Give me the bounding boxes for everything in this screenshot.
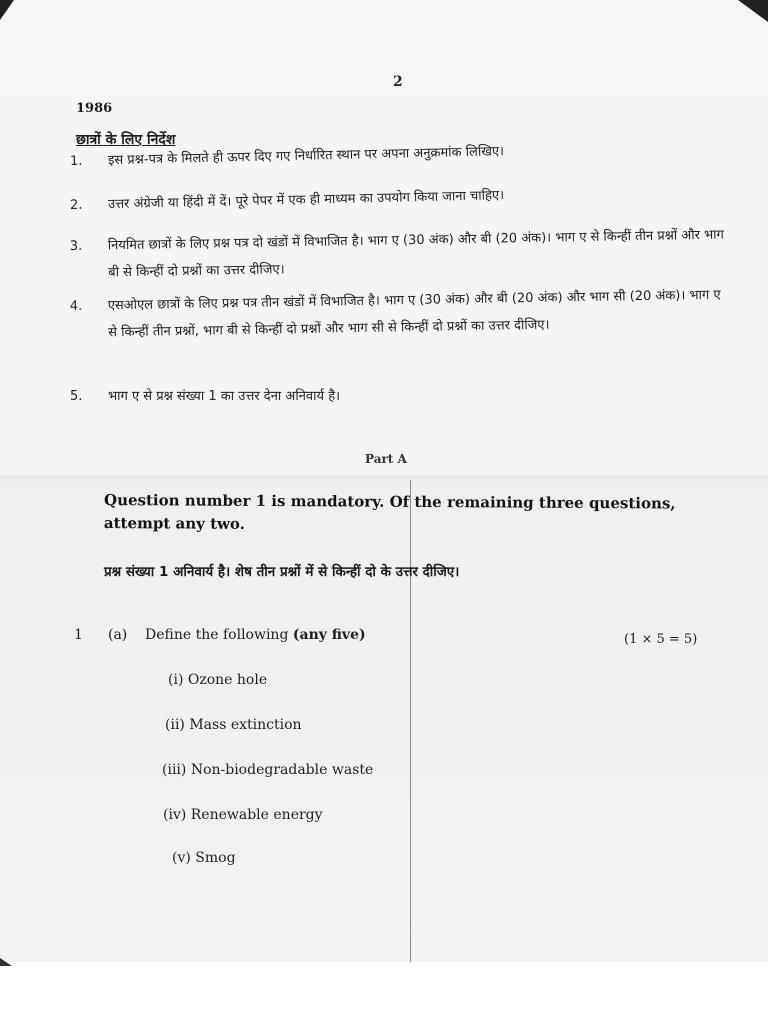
paper-crease [410,480,411,962]
instruction-number: 3. [69,238,83,255]
item-numeral: (i) [168,672,184,688]
instruction-number: 1. [69,153,83,169]
instruction-number: 4. [69,298,83,315]
instruction-text: एसओएल छात्रों के लिए प्रश्न पत्र तीन खंडों में विभाजित है। भाग ए (30 अंक) और बी (20 अंक) और भाग सी (20 अंक)। भाग ए से किन्हीं तीन प्रश्नों, भाग बी से किन्हीं दो प्रश्नों और भाग सी से किन्हीं दो प्रश्नों का उत्तर दीजिए। [107,287,721,341]
question-part: (a) [108,627,128,643]
instruction-number: 2. [69,197,83,213]
item-numeral: (iii) [162,762,187,778]
instruction-item [70,383,730,410]
item-term: Renewable energy [190,807,323,823]
definition-item [168,672,267,688]
instruction-text: इस प्रश्न-पत्र के मिलते ही ऊपर दिए गए निर्धारित स्थान पर अपना अनुक्रमांक लिखिए। [107,144,505,169]
page-corner [738,0,768,22]
item-numeral: (ii) [165,717,185,733]
instruction-text: भाग ए से प्रश्न संख्या 1 का उत्तर देना अनिवार्य है। [108,389,341,404]
instruction-item [70,177,730,219]
question-text [145,627,366,643]
definition-item [165,717,302,733]
paper-code: 1986 [76,101,113,116]
page-bottom-edge [0,962,768,1024]
item-numeral: (iv) [163,807,187,823]
page-corner [0,0,14,20]
question-text-prefix: Define the following [145,627,293,643]
item-numeral: (v) [172,850,191,866]
question-number: 1 [74,627,83,643]
question-marks: (1 × 5 = 5) [624,632,698,647]
item-term: Non-biodegradable waste [190,762,374,778]
item-term: Mass extinction [189,717,302,733]
item-term: Smog [195,850,236,866]
mandatory-note-hindi: प्रश्न संख्या 1 अनिवार्य है। शेष तीन प्रश्नों में से किन्हीं दो के उत्तर दीजिए। [104,564,460,580]
definition-item [163,807,323,823]
instruction-item [70,221,731,287]
item-term: Ozone hole [187,672,268,688]
part-title: Part A [365,452,407,466]
instruction-number: 5. [70,389,83,404]
definition-item [162,762,373,778]
instruction-text: नियमित छात्रों के लिए प्रश्न पत्र दो खंडों में विभाजित है। भाग ए (30 अंक) और बी (20 अंक)। भाग ए से किन्हीं तीन प्रश्नों और भाग बी से किन्हीं दो प्रश्नों का उत्तर दीजिए। [107,227,725,281]
instructions-heading: छात्रों के लिए निर्देश [76,132,176,148]
definition-item [172,850,236,866]
instruction-item [70,281,731,347]
paper-fold [0,476,768,479]
page-number: 2 [393,74,403,90]
page-corner [0,958,12,966]
instruction-text: उत्तर अंग्रेजी या हिंदी में दें। पूरे पेपर में एक ही माध्यम का उपयोग किया जाना चाहिए। [107,188,505,213]
question-text-emphasis: (any five) [292,627,366,643]
mandatory-note-english: Question number 1 is mandatory. Of the remaining three questions, attempt any two. [103,491,676,533]
